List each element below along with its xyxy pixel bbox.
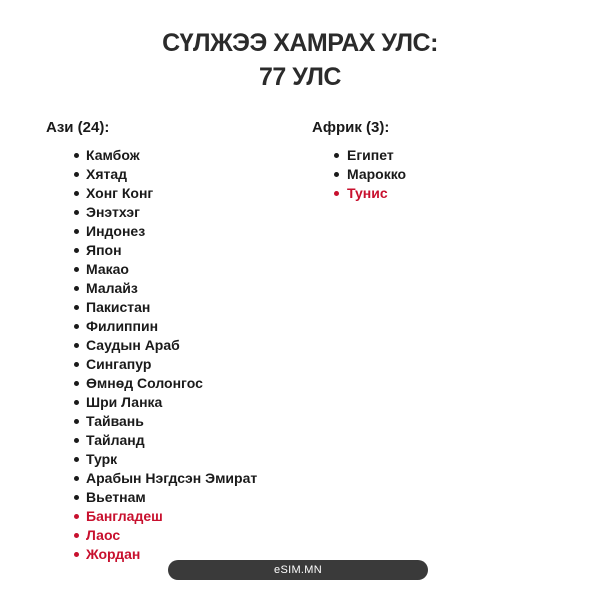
list-item: Египет — [312, 146, 552, 165]
list-item: Индонез — [46, 222, 306, 241]
list-item: Сингапур — [46, 355, 306, 374]
list-item: Филиппин — [46, 317, 306, 336]
list-item: Арабын Нэгдсэн Эмират — [46, 469, 306, 488]
title-line-1: СҮЛЖЭЭ ХАМРАХ УЛС: — [162, 29, 438, 57]
list-item: Бангладеш — [46, 507, 306, 526]
africa-heading: Африк (3): — [312, 119, 390, 136]
list-item: Малайз — [46, 279, 306, 298]
page-title — [0, 26, 600, 94]
list-item: Энэтхэг — [46, 203, 306, 222]
list-item: Саудын Араб — [46, 336, 306, 355]
list-item: Марокко — [312, 165, 552, 184]
list-item: Хятад — [46, 165, 306, 184]
list-item: Вьетнам — [46, 488, 306, 507]
footer-brand-bar: eSIM.MN — [168, 560, 428, 580]
list-item: Турк — [46, 450, 306, 469]
list-item: Камбож — [46, 146, 306, 165]
list-item: Лаос — [46, 526, 306, 545]
africa-country-list — [312, 146, 552, 203]
list-item: Хонг Конг — [46, 184, 306, 203]
title-line-2: 77 УЛС — [259, 63, 341, 91]
list-item: Жордан — [46, 545, 306, 564]
africa-column — [312, 118, 552, 203]
asia-column — [46, 118, 306, 564]
asia-heading: Ази (24): — [46, 119, 110, 136]
list-item: Тунис — [312, 184, 552, 203]
list-item: Тайланд — [46, 431, 306, 450]
list-item: Шри Ланка — [46, 393, 306, 412]
list-item: Өмнөд Солонгос — [46, 374, 306, 393]
list-item: Пакистан — [46, 298, 306, 317]
list-item: Макао — [46, 260, 306, 279]
list-item: Япон — [46, 241, 306, 260]
asia-country-list — [46, 146, 306, 564]
list-item: Тайвань — [46, 412, 306, 431]
